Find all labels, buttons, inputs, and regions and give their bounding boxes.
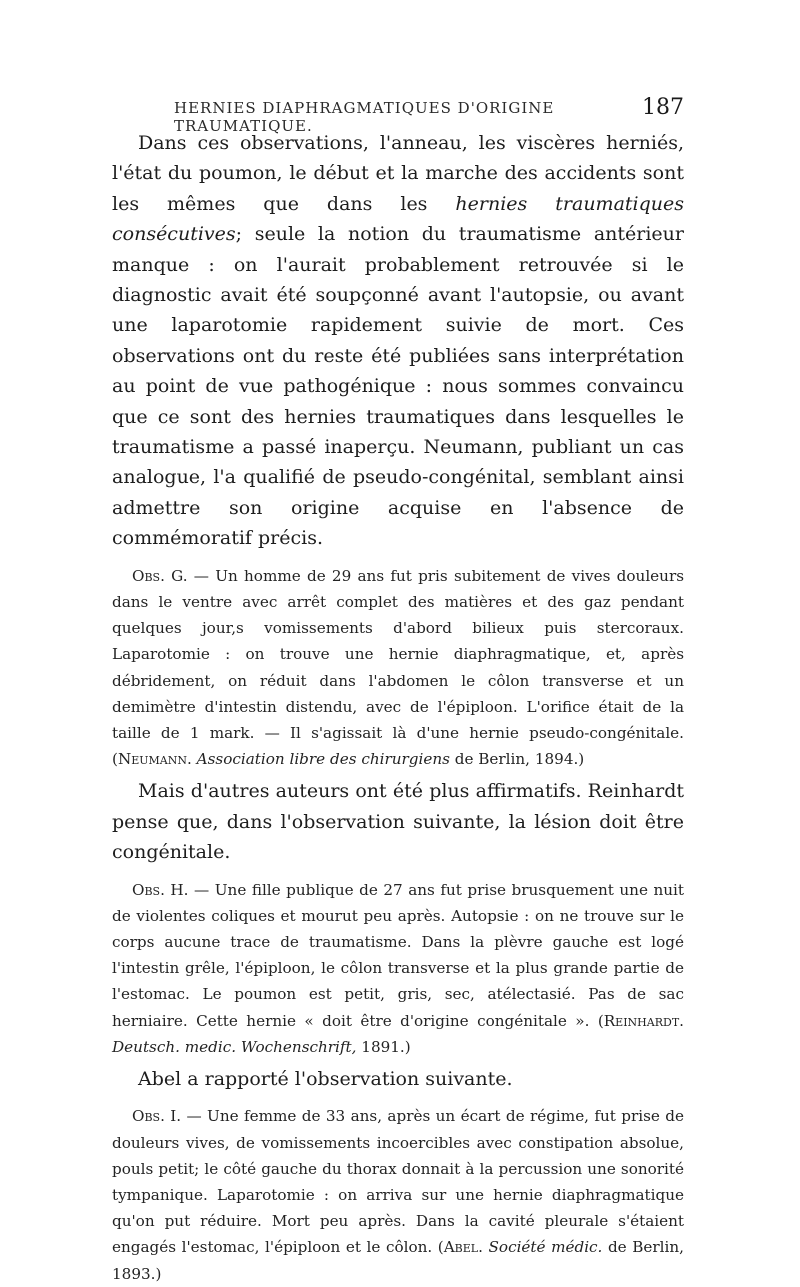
citation-tail: 1891.) [356,1037,411,1056]
observation-label: Obs. G. [132,566,188,585]
citation-tail: de Berlin, 1893.) [112,1238,684,1283]
running-head [112,95,684,135]
citation-journal: Société médic. [488,1238,603,1257]
observation-h [112,877,684,1060]
paragraph-observations-analysis [112,128,684,554]
observation-i [112,1103,684,1286]
citation-author: Neumann. [117,750,192,769]
paragraph-text: ; seule la notion du traumatisme antérieur manque : on l'aurait probablement retrouvée si le diagnostic avait été soupçonné avant l'autopsie, ou avant une laparotomie rapidement suivie de mort. Ces observations ont du reste été publiées sans interprétation au point de vue pathogénique : nous sommes convaincu que ce sont des hernies traumatiques dans lesquelles le traumatisme a passé inaperçu. Neumann, publiant un cas analogue, l'a qualifié de pseudo-congénital, semblant ainsi admettre son origine acquise en l'absence de commémoratif précis. [112,223,684,550]
paragraph-abel: Abel a rapporté l'observation suivante. [138,1067,513,1090]
paragraph-reinhardt: Mais d'autres auteurs ont été plus affirmatifs. Reinhardt pense que, dans l'observation suivante, la lésion doit être congénitale. [112,780,684,864]
italic-term: hernies traumatiques consécutives [112,192,685,246]
paragraph-text: Dans ces observations, l'anneau, les viscères herniés, l'état du poumon, le début et la marche des accidents sont les mêmes que dans les [112,132,684,215]
citation-journal: Deutsch. medic. Wochenschrift, [112,1037,357,1056]
observation-label: Obs. H. [132,880,189,899]
citation-author: Abel. [443,1238,483,1257]
observation-text: — Une femme de 33 ans, après un écart de régime, fut prise de douleurs vives, de vomissements incoercibles avec constipation absolue, pouls petit; le côté gauche du thorax donnait à la percussion une sonorité tympanique. Laparotomie : on arriva sur une hernie diaphragmatique qu'on put réduire. Mort peu après. Dans la cavité pleurale s'étaient engagés l'estomac, l'épiploon et le côlon. ( [112,1107,684,1257]
citation-journal: Association libre des chirurgiens [196,750,450,769]
observation-text: — Un homme de 29 ans fut pris subitement de vives douleurs dans le ventre avec arrêt complet des matières et des gaz pendant quelques jour,s vomissements d'abord bilieux puis stercoraux. Laparotomie : on trouve une hernie diaphragmatique, et, après débridement, on réduit dans l'abdomen le côlon transverse et un demimètre d'intestin distendu, avec de l'épiploon. L'orifice était de la taille de 1 mark. — Il s'agissait là d'une hernie pseudo-congénitale. ( [112,566,685,769]
citation-tail: de Berlin, 1894.) [449,750,585,769]
page-number: 187 [642,95,684,120]
observation-label: Obs. I. [132,1107,182,1126]
running-title: HERNIES DIAPHRAGMATIQUES D'ORIGINE TRAUMATIQUE. [174,99,555,135]
observation-g [112,563,684,773]
observation-text: — Une fille publique de 27 ans fut prise brusquement une nuit de violentes coliques et mourut peu après. Autopsie : on ne trouve sur le corps aucune trace de traumatisme. Dans la plèvre gauche est logé l'intestin grêle, l'épiploon, le côlon transverse et la plus grande partie de l'estomac. Le poumon est petit, gris, sec, atélectasié. Pas de sac herniaire. Cette hernie « doit être d'origine congénitale ». ( [112,880,684,1030]
citation-author: Reinhardt. [603,1011,684,1030]
body-text [112,128,684,1287]
